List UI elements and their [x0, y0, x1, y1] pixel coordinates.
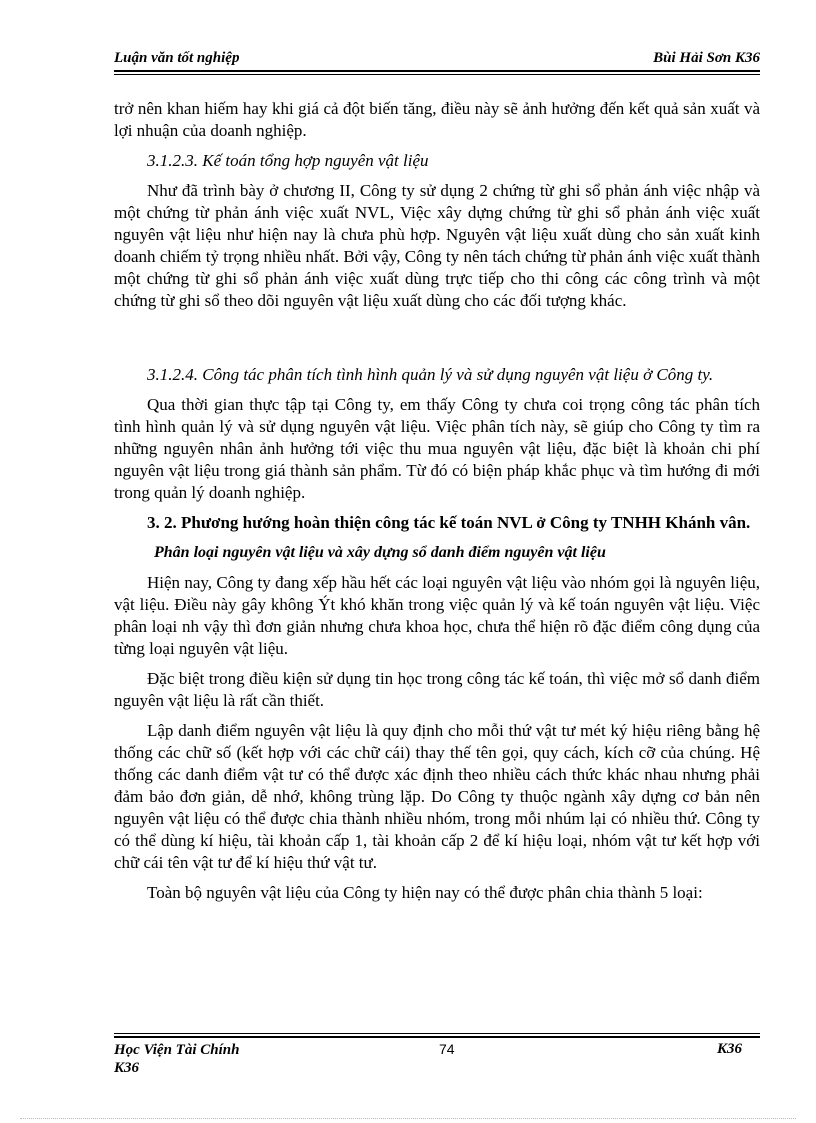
footer-rule-thick: [114, 1036, 760, 1038]
footer-class: K36: [114, 1060, 140, 1076]
footer-institution-name: Học Viện Tài Chính: [114, 1042, 240, 1058]
heading-3-2: 3. 2. Phương hướng hoàn thiện công tác kế toán NVL ở Công ty TNHH Khánh vân.: [147, 513, 751, 532]
footer-institution: [114, 1041, 239, 1077]
page-footer: [114, 1041, 760, 1081]
heading-3-1-2-4: 3.1.2.4. Công tác phân tích tình hình quản lý và sử dụng nguyên vật liệu ở Công ty.: [147, 365, 714, 384]
paragraph-continued: trở nên khan hiếm hay khi giá cả đột biến tăng, điều này sẽ ảnh hưởng đến kết quả sản xuất và lợi nhuận của doanh nghiệp.: [114, 99, 760, 140]
header-thesis-title: Luận văn tốt nghiệp: [114, 50, 240, 66]
page-header: [114, 50, 760, 68]
page-number: 74: [439, 1041, 455, 1057]
heading-3-1-2-3: 3.1.2.3. Kế toán tổng hợp nguyên vật liệu: [147, 151, 429, 170]
footer-rule-thin: [114, 1033, 760, 1034]
header-rule-thin: [114, 74, 760, 75]
paragraph: Qua thời gian thực tập tại Công ty, em thấy Công ty chưa coi trọng công tác phân tích tình hình quản lý và sử dụng nguyên vật liệu. Việc phân tích này, sẽ giúp cho Công ty tìm ra những nguyên nhân ảnh hưởng tới việc thu mua nguyên vật liệu, đặc biệt là khoản chi phí nguyên vật liệu trong giá thành sản phẩm. Từ đó có biện pháp khắc phục và tìm hướng đi mới trong quản lý doanh nghiệp.: [114, 395, 760, 502]
page-body: [114, 98, 760, 912]
footer-right-label: K36: [716, 1041, 742, 1057]
blank-space: [114, 320, 760, 364]
header-author: Bùi Hải Sơn K36: [653, 50, 760, 66]
subheading-classification: Phân loại nguyên vật liệu và xây dựng sổ danh điểm nguyên vật liệu: [154, 544, 606, 561]
paragraph: Như đã trình bày ở chương II, Công ty sử dụng 2 chứng từ ghi sổ phản ánh việc nhập và một chứng từ phản ánh việc xuất NVL, Việc xây dựng chứng từ ghi sổ phản ánh việc xuất nguyên vật liệu như hiện nay là chưa phù hợp. Nguyên vật liệu xuất dùng cho sản xuất kinh doanh chiếm tỷ trọng nhiều nhất. Bởi vậy, Công ty nên tách chứng từ phản ánh việc xuất thành một chứng từ ghi sổ phản ánh việc xuất dùng trực tiếp cho thi công các công trình và một chứng từ ghi sổ theo dõi nguyên vật liệu xuất dùng cho các đối tượng khác.: [114, 181, 760, 310]
page-edge-dotted-line: [20, 1118, 796, 1119]
paragraph: Lập danh điểm nguyên vật liệu là quy định cho mỗi thứ vật tư mét ký hiệu riêng bằng hệ thống các chữ số (kết hợp với các chữ cái) thay thế tên gọi, quy cách, kích cỡ của chúng. Hệ thống các danh điểm vật tư có thể được xác định theo nhiều cách thức khác nhau nhưng phải đảm bảo đơn giản, dễ nhớ, không trùng lặp. Do Công ty thuộc ngành xây dựng cơ bản nên nguyên vật liệu có thể được chia thành nhiều nhóm, trong mỗi nhúm lại có nhiều thứ. Công ty có thể dùng kí hiệu, tài khoản cấp 1, tài khoản cấp 2 để kí hiệu loại, nhóm vật tư kết hợp với chữ cái tên vật tư để kí hiệu thứ vật tư.: [114, 721, 760, 872]
header-rule-thick: [114, 70, 760, 72]
paragraph: Toàn bộ nguyên vật liệu của Công ty hiện nay có thể được phân chia thành 5 loại:: [147, 883, 703, 902]
paragraph: Đặc biệt trong điều kiện sử dụng tin học trong công tác kế toán, thì việc mở sổ danh điểm nguyên vật liệu là rất cần thiết.: [114, 669, 760, 710]
paragraph: Hiện nay, Công ty đang xếp hầu hết các loại nguyên vật liệu vào nhóm gọi là nguyên liệu, vật liệu. Điều này gây không Ýt khó khăn trong việc quản lý và kế toán nguyên vật liệu. Việc phân loại nh vậy thì đơn giản nhưng chưa khoa học, chưa thể hiện rõ đặc điểm công dụng của từng loại nguyên vật liệu.: [114, 573, 760, 658]
